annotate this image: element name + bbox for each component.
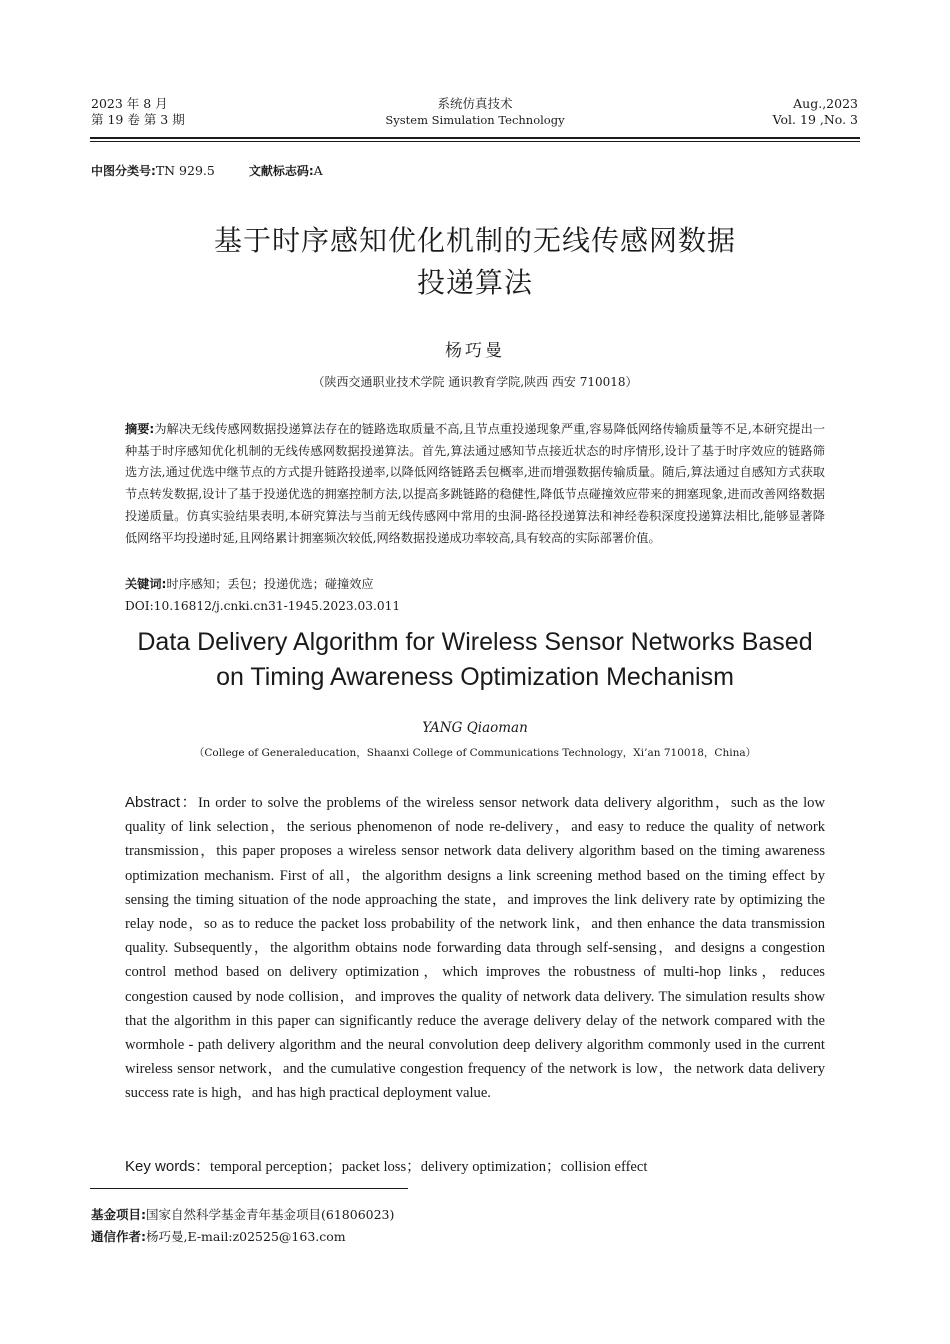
keywords-chinese [125,574,374,594]
header-rule-thin [90,141,860,142]
title-cn-line-1: 基于时序感知优化机制的无线传感网数据 [213,224,736,257]
title-en-line-2: on Timing Awareness Optimization Mechanism [216,663,734,691]
abstract-chinese [125,419,825,549]
title-chinese [90,220,860,304]
doc-code-label: 文献标志码: [248,164,314,178]
volume-issue: 第 19 卷 第 3 期 [91,112,185,127]
abstract-en-text: In order to solve the problems of the wireless sensor network data delivery algorithm，such as the low quality of link selection，the serious phenomenon of node re-delivery，and easy to reduce the quality of network transmission，this paper proposes a wireless sensor network data delivery algorithm based on the timing awareness optimization mechanism. First of all，the algorithm designs a link screening method based on the timing effect by sensing the timing situation of the node approaching the state，and improves the link delivery rate by optimizing the relay node，so as to reduce the packet loss probability of the network link，and then enhance the data transmission quality. Subsequently，the algorithm obtains node forwarding data through self-sensing，and designs a congestion control method based on delivery optimization，which improves the robustness of multi-hop links，reduces congestion caused by node collision，and improves the quality of network data delivery. The simulation results show that the algorithm in this paper can significantly reduce the average delivery delay of the network compared with the wormhole - path delivery algorithm and the neural convolution deep delivery algorithm commonly used in the current wireless sensor network，and the cumulative congestion frequency of the network is low，the network data delivery success rate is high，and has high practical deployment value. [125,795,826,1102]
journal-name-en: System Simulation Technology [385,113,565,127]
fund-note [91,1205,394,1225]
title-en-line-1: Data Delivery Algorithm for Wireless Sensor Networks Based [137,628,813,656]
journal-date-volume-en [773,96,858,128]
keywords-en-text: temporal perception；packet loss；delivery optimization；collision effect [210,1159,648,1175]
keywords-cn-label: 关键词: [125,577,167,591]
author-chinese: 杨巧曼 [445,341,505,361]
fund-text: 国家自然科学基金青年基金项目(61806023) [146,1207,395,1222]
journal-name-cn: 系统仿真技术 [437,96,513,111]
keywords-english [125,1155,647,1179]
journal-name [330,96,620,128]
footnote-rule [90,1188,408,1189]
clc-label: 中图分类号: [91,164,156,178]
title-english [90,625,860,695]
corresponding-text: 杨巧曼,E-mail:z02525@163.com [146,1229,346,1244]
author-english: YANG Qiaoman [422,720,528,736]
volume-issue-en: Vol. 19 ,No. 3 [772,112,858,127]
abstract-english [125,791,825,1106]
abstract-en-label: Abstract： [125,794,198,811]
corresponding-label: 通信作者: [91,1229,146,1244]
abstract-cn-text: 为解决无线传感网数据投递算法存在的链路选取质量不高,且节点重投递现象严重,容易降低网络传输质量等不足,本研究提出一种基于时序感知优化机制的无线传感网数据投递算法。首先,算法通过感知节点接近状态的时序情形,设计了基于时序效应的链路筛选方法,通过优选中继节点的方式提升链路投递率,以降低网络链路丢包概率,进而增强数据传输质量。随后,算法通过自感知方式获取节点转发数据,设计了基于投递优选的拥塞控制方法,以提高多跳链路的稳健性,降低节点碰撞效应带来的拥塞现象,进而改善网络数据投递质量。仿真实验结果表明,本研究算法与当前无线传感网中常用的虫洞-路径投递算法和神经卷积深度投递算法相比,能够显著降低网络平均投递时延,且网络累计拥塞频次较低,网络数据投递成功率较高,具有较高的实际部署价值。 [125,422,826,545]
keywords-cn-text: 时序感知；丢包；投递优选；碰撞效应 [166,577,374,591]
keywords-en-label: Key words： [125,1158,211,1175]
doi: DOI:10.16812/j.cnki.cn31-1945.2023.03.011 [125,599,401,613]
title-cn-line-2: 投递算法 [416,266,533,299]
issue-date-en: Aug.,2023 [793,96,858,111]
abstract-cn-label: 摘要: [125,422,155,436]
affiliation-english: （College of Generaleducation，Shaanxi College of Communications Technology，Xi’an 710018，China） [193,747,757,759]
clc-value: TN 929.5 [155,163,215,178]
issue-date: 2023 年 8 月 [91,96,168,111]
header-rule-thick [90,137,860,139]
journal-date-volume [91,96,185,128]
classification-line [91,162,323,179]
corresponding-author [91,1227,346,1247]
fund-label: 基金项目: [91,1207,146,1222]
doc-code-value: A [313,163,323,178]
affiliation-chinese: （陕西交通职业技术学院 通识教育学院,陕西 西安 710018） [312,375,638,389]
